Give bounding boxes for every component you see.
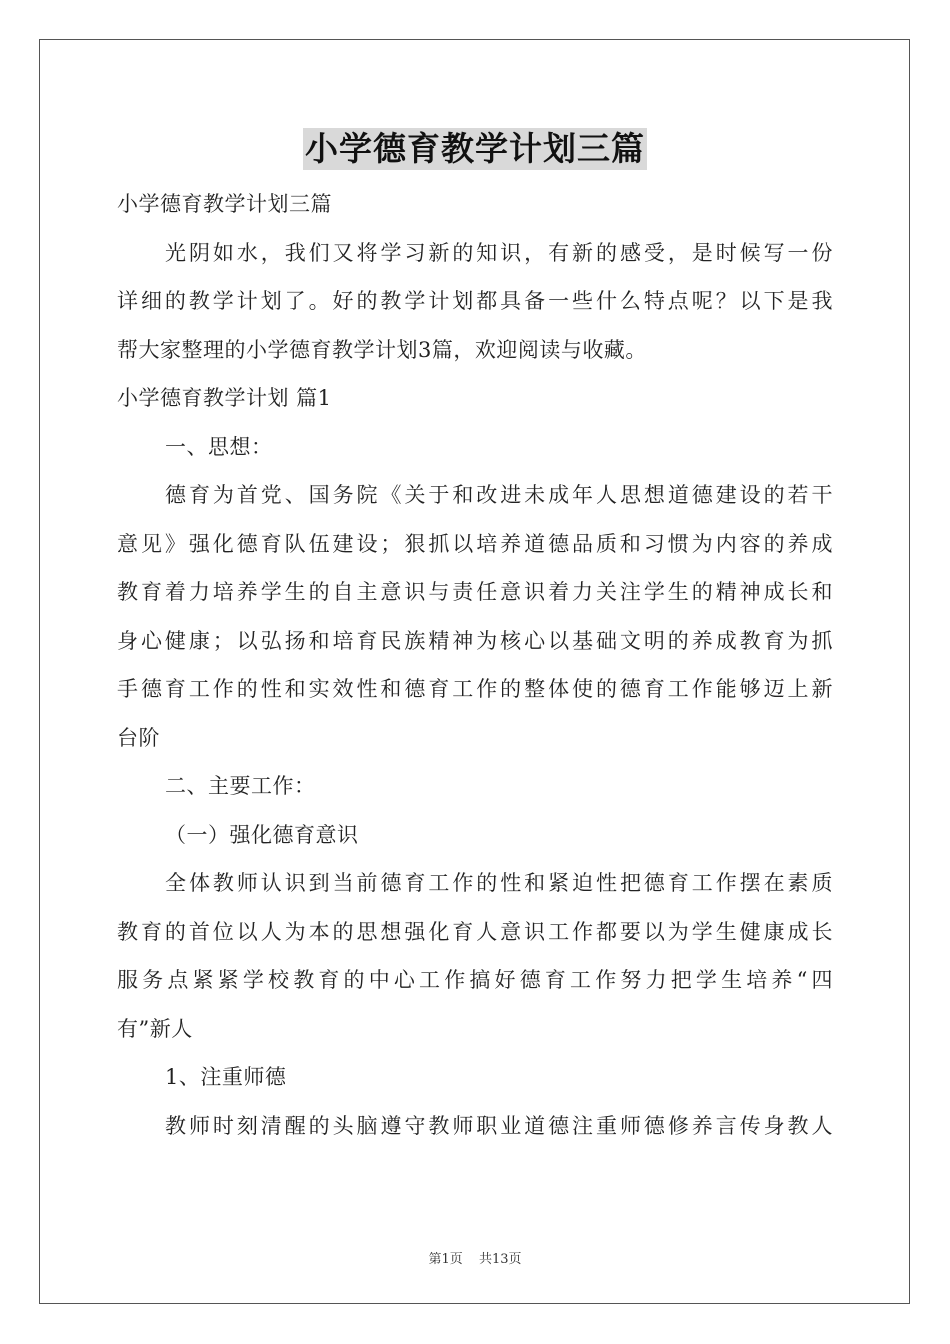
text-line: 二、主要工作： — [165, 774, 316, 798]
text-line: 小学德育教学计划三篇 — [117, 192, 332, 216]
page-number: 第1页 — [428, 1252, 463, 1267]
text-line: 帮大家整理的小学德育教学计划3篇，欢迎阅读与收藏。 — [117, 337, 647, 362]
text-line: 1、注重师德 — [165, 1065, 287, 1089]
document-body — [117, 180, 833, 1150]
text-line: 全体教师认识到当前德育工作的性和紧迫性把德育工作摆在素质 — [165, 871, 833, 895]
page-footer — [0, 1248, 950, 1267]
text-line: 光阴如水，我们又将学习新的知识，有新的感受，是时候写一份 — [165, 240, 833, 265]
title-wrap — [0, 128, 950, 170]
text-line: 有”新人 — [117, 1016, 193, 1041]
text-line: 意见》强化德育队伍建设；狠抓以培养道德品质和习惯为内容的养成 — [117, 531, 833, 556]
text-line: 教育的首位以人为本的思想强化育人意识工作都要以为学生健康成长 — [117, 919, 833, 944]
document-title: 小学德育教学计划三篇 — [305, 129, 645, 168]
text-line: 手德育工作的性和实效性和德育工作的整体使的德育工作能够迈上新 — [117, 677, 833, 701]
text-line: 教育着力培养学生的自主意识与责任意识着力关注学生的精神成长和 — [117, 580, 833, 604]
text-line: 详细的教学计划了。好的教学计划都具备一些什么特点呢？以下是我 — [117, 289, 833, 313]
text-line: （一）强化德育意识 — [165, 822, 359, 847]
text-line: 小学德育教学计划 篇1 — [117, 386, 332, 410]
text-line: 服务点紧紧学校教育的中心工作搞好德育工作努力把学生培养“四 — [117, 968, 833, 992]
text-line: 教师时刻清醒的头脑遵守教师职业道德注重师德修养言传身教人 — [165, 1113, 833, 1138]
text-line: 德育为首党、国务院《关于和改进未成年人思想道德建设的若干 — [165, 483, 833, 507]
text-line: 身心健康；以弘扬和培育民族精神为核心以基础文明的养成教育为抓 — [117, 628, 833, 653]
page-total: 共13页 — [478, 1252, 522, 1267]
text-line: 一、思想： — [165, 434, 273, 459]
text-line: 台阶 — [117, 725, 160, 750]
